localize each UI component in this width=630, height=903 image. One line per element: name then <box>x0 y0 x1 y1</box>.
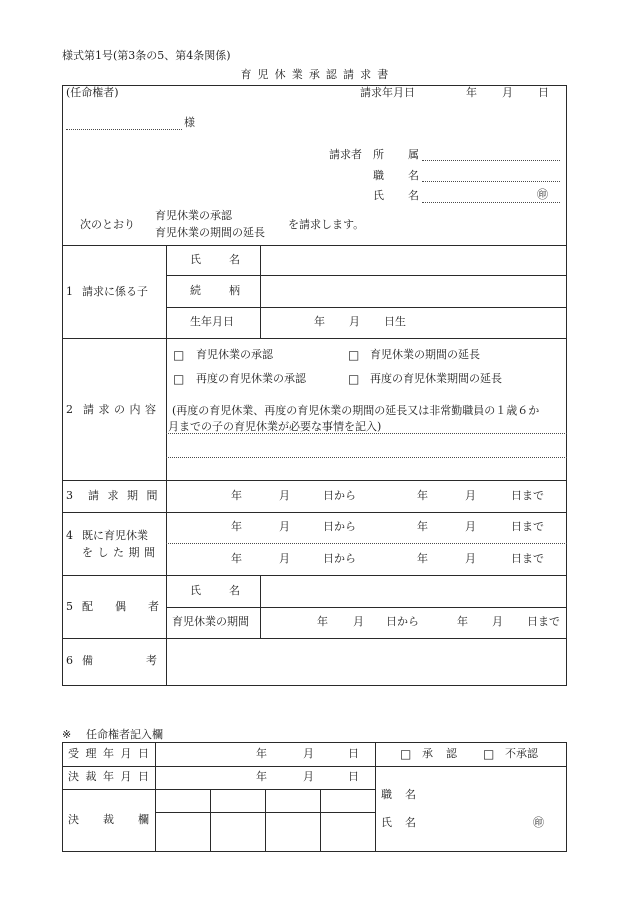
approver-name-field[interactable] <box>420 814 528 832</box>
previous1-from-day-unit: 日から <box>323 520 356 533</box>
period-from-month-unit: 月 <box>279 489 290 502</box>
row-divider-child <box>62 338 567 339</box>
approver-name-label-first: 氏 <box>381 816 392 829</box>
requester-label: 請求者 <box>329 148 362 161</box>
decision-month-unit: 月 <box>303 770 314 783</box>
spouse-label: 配 偶 者 <box>82 600 169 613</box>
spouse-name-label-first: 氏 <box>190 584 201 597</box>
position-field[interactable] <box>422 166 560 181</box>
spouse-from-day-unit: 日から <box>386 615 419 628</box>
position-label-second: 名 <box>408 169 419 182</box>
previous2-from-year-unit: 年 <box>231 552 242 565</box>
option-reapproval-label: 再度の育児休業の承認 <box>196 372 306 385</box>
requester-name-field[interactable] <box>422 187 534 202</box>
request-option-extension: 育児休業の期間の延長 <box>155 226 265 239</box>
affiliation-line <box>422 160 560 161</box>
child-relation-label-first: 続 <box>190 284 201 297</box>
request-date-year-unit: 年 <box>466 86 477 99</box>
decision-stamp-grid[interactable] <box>156 790 374 851</box>
name-line <box>422 202 560 203</box>
previous-leave-period-field[interactable] <box>167 513 566 543</box>
position-label-first: 職 <box>373 169 384 182</box>
section-number: 1 <box>66 285 73 298</box>
checkbox-re-extension[interactable]: □ <box>348 372 360 386</box>
request-date-month-unit: 月 <box>502 86 513 99</box>
checkbox-extension[interactable]: □ <box>348 348 360 362</box>
form-number: 様式第1号(第3条の5、第4条関係) <box>62 49 231 62</box>
section-number: 3 <box>66 489 73 502</box>
decision-date-label: 決 裁 年 月 日 <box>68 770 151 783</box>
approver-position-label-second: 名 <box>405 788 416 801</box>
option-approval-label: 育児休業の承認 <box>196 348 273 361</box>
intro-text: 次のとおり <box>80 218 135 231</box>
previous2-to-month-unit: 月 <box>465 552 476 565</box>
child-name-field[interactable] <box>261 246 566 275</box>
period-to-year-unit: 年 <box>417 489 428 502</box>
previous2-to-day-unit: 日まで <box>511 552 544 565</box>
previous1-from-year-unit: 年 <box>231 520 242 533</box>
birthdate-year-unit: 年 <box>314 315 325 328</box>
approver-position-label-first: 職 <box>381 788 392 801</box>
receipt-day-unit: 日 <box>348 747 359 760</box>
previous2-from-month-unit: 月 <box>279 552 290 565</box>
child-name-label-first: 氏 <box>190 253 201 266</box>
child-relation-label-second: 柄 <box>229 284 240 297</box>
period-to-month-unit: 月 <box>465 489 476 502</box>
disapprove-label: 不承認 <box>505 747 538 760</box>
previous-leave-label-line2: を し た 期 間 <box>82 546 156 559</box>
spouse-name-field[interactable] <box>261 576 566 607</box>
decision-year-unit: 年 <box>256 770 267 783</box>
seal-icon: ㊞ <box>537 188 548 201</box>
receipt-month-unit: 月 <box>303 747 314 760</box>
previous2-from-day-unit: 日から <box>323 552 356 565</box>
spouse-to-month-unit: 月 <box>492 615 503 628</box>
option-extension-label: 育児休業の期間の延長 <box>370 348 480 361</box>
closing-text: を請求します。 <box>288 218 365 231</box>
appointer-label: (任命権者) <box>66 86 119 99</box>
content-note-line: (再度の育児休業、再度の育児休業の期間の延長又は非常勤職員の１歳６か <box>172 404 540 417</box>
remarks-field[interactable] <box>167 639 566 685</box>
spouse-period-label: 育児休業の期間 <box>172 615 249 628</box>
section-number: 6 <box>66 654 73 667</box>
birthdate-day-unit: 日生 <box>384 315 406 328</box>
spouse-from-month-unit: 月 <box>353 615 364 628</box>
checkbox-approval[interactable]: □ <box>173 348 185 362</box>
appointer-name-line <box>66 129 182 130</box>
appointer-name-field[interactable] <box>66 113 182 129</box>
period-to-day-unit: 日まで <box>511 489 544 502</box>
position-line <box>422 181 560 182</box>
affiliation-field[interactable] <box>422 145 560 160</box>
checkbox-approve[interactable]: □ <box>400 747 412 761</box>
request-date-day-unit: 日 <box>538 86 549 99</box>
child-birthdate-field[interactable] <box>261 308 566 338</box>
previous2-to-year-unit: 年 <box>417 552 428 565</box>
content-note-line: 月までの子の育児休業が必要な事情を記入) <box>168 420 382 433</box>
name-label-second: 名 <box>408 189 419 202</box>
birthdate-month-unit: 月 <box>349 315 360 328</box>
period-from-year-unit: 年 <box>231 489 242 502</box>
affiliation-label-second: 属 <box>408 148 419 161</box>
option-re-extension-label: 再度の育児休業期間の延長 <box>370 372 502 385</box>
appointer-right-divider <box>375 742 376 851</box>
affiliation-label-first: 所 <box>373 148 384 161</box>
honorific: 様 <box>184 116 195 129</box>
child-relation-field[interactable] <box>261 276 566 307</box>
previous1-to-year-unit: 年 <box>417 520 428 533</box>
request-period-label: 請 求 期 間 <box>88 489 160 502</box>
request-date-year-field[interactable] <box>424 86 464 100</box>
previous1-to-month-unit: 月 <box>465 520 476 533</box>
approver-seal-icon: ㊞ <box>533 816 544 829</box>
approver-position-field[interactable] <box>420 786 560 804</box>
remarks-label: 備 考 <box>82 654 182 667</box>
decision-column-label: 決 裁 欄 <box>68 813 160 826</box>
reference-mark: ※ <box>62 728 72 741</box>
appointer-section-title: 任命権者記入欄 <box>86 728 163 741</box>
previous-leave-label-line1: 既に育児休業 <box>82 529 148 542</box>
receipt-year-unit: 年 <box>256 747 267 760</box>
period-from-day-unit: 日から <box>323 489 356 502</box>
previous1-from-month-unit: 月 <box>279 520 290 533</box>
request-date-day-field[interactable] <box>514 86 536 100</box>
request-content-label: 請 求 の 内 容 <box>83 403 157 416</box>
request-period-field[interactable] <box>167 481 566 512</box>
section-number: 2 <box>66 403 73 416</box>
spouse-to-day-unit: 日まで <box>527 615 560 628</box>
section-number: 5 <box>66 600 73 613</box>
request-date-label: 請求年月日 <box>360 86 415 99</box>
approve-label: 承 認 <box>422 747 462 760</box>
name-label-first: 氏 <box>373 189 384 202</box>
content-reason-field[interactable] <box>167 434 566 479</box>
request-option-approval: 育児休業の承認 <box>155 209 232 222</box>
request-date-month-field[interactable] <box>478 86 500 100</box>
checkbox-reapproval[interactable]: □ <box>173 372 185 386</box>
child-birthdate-label: 生年月日 <box>190 315 234 328</box>
spouse-to-year-unit: 年 <box>457 615 468 628</box>
receipt-date-label: 受 理 年 月 日 <box>68 747 151 760</box>
checkbox-disapprove[interactable]: □ <box>483 747 495 761</box>
spouse-from-year-unit: 年 <box>317 615 328 628</box>
decision-day-unit: 日 <box>348 770 359 783</box>
section-number: 4 <box>66 529 73 542</box>
previous1-to-day-unit: 日まで <box>511 520 544 533</box>
child-section-label: 請求に係る子 <box>82 285 148 298</box>
approver-name-label-second: 名 <box>405 816 416 829</box>
previous-leave-period-field[interactable] <box>167 544 566 575</box>
form-title: 育 児 休 業 承 認 請 求 書 <box>240 68 390 81</box>
child-name-label-second: 名 <box>229 253 240 266</box>
spouse-name-label-second: 名 <box>229 584 240 597</box>
